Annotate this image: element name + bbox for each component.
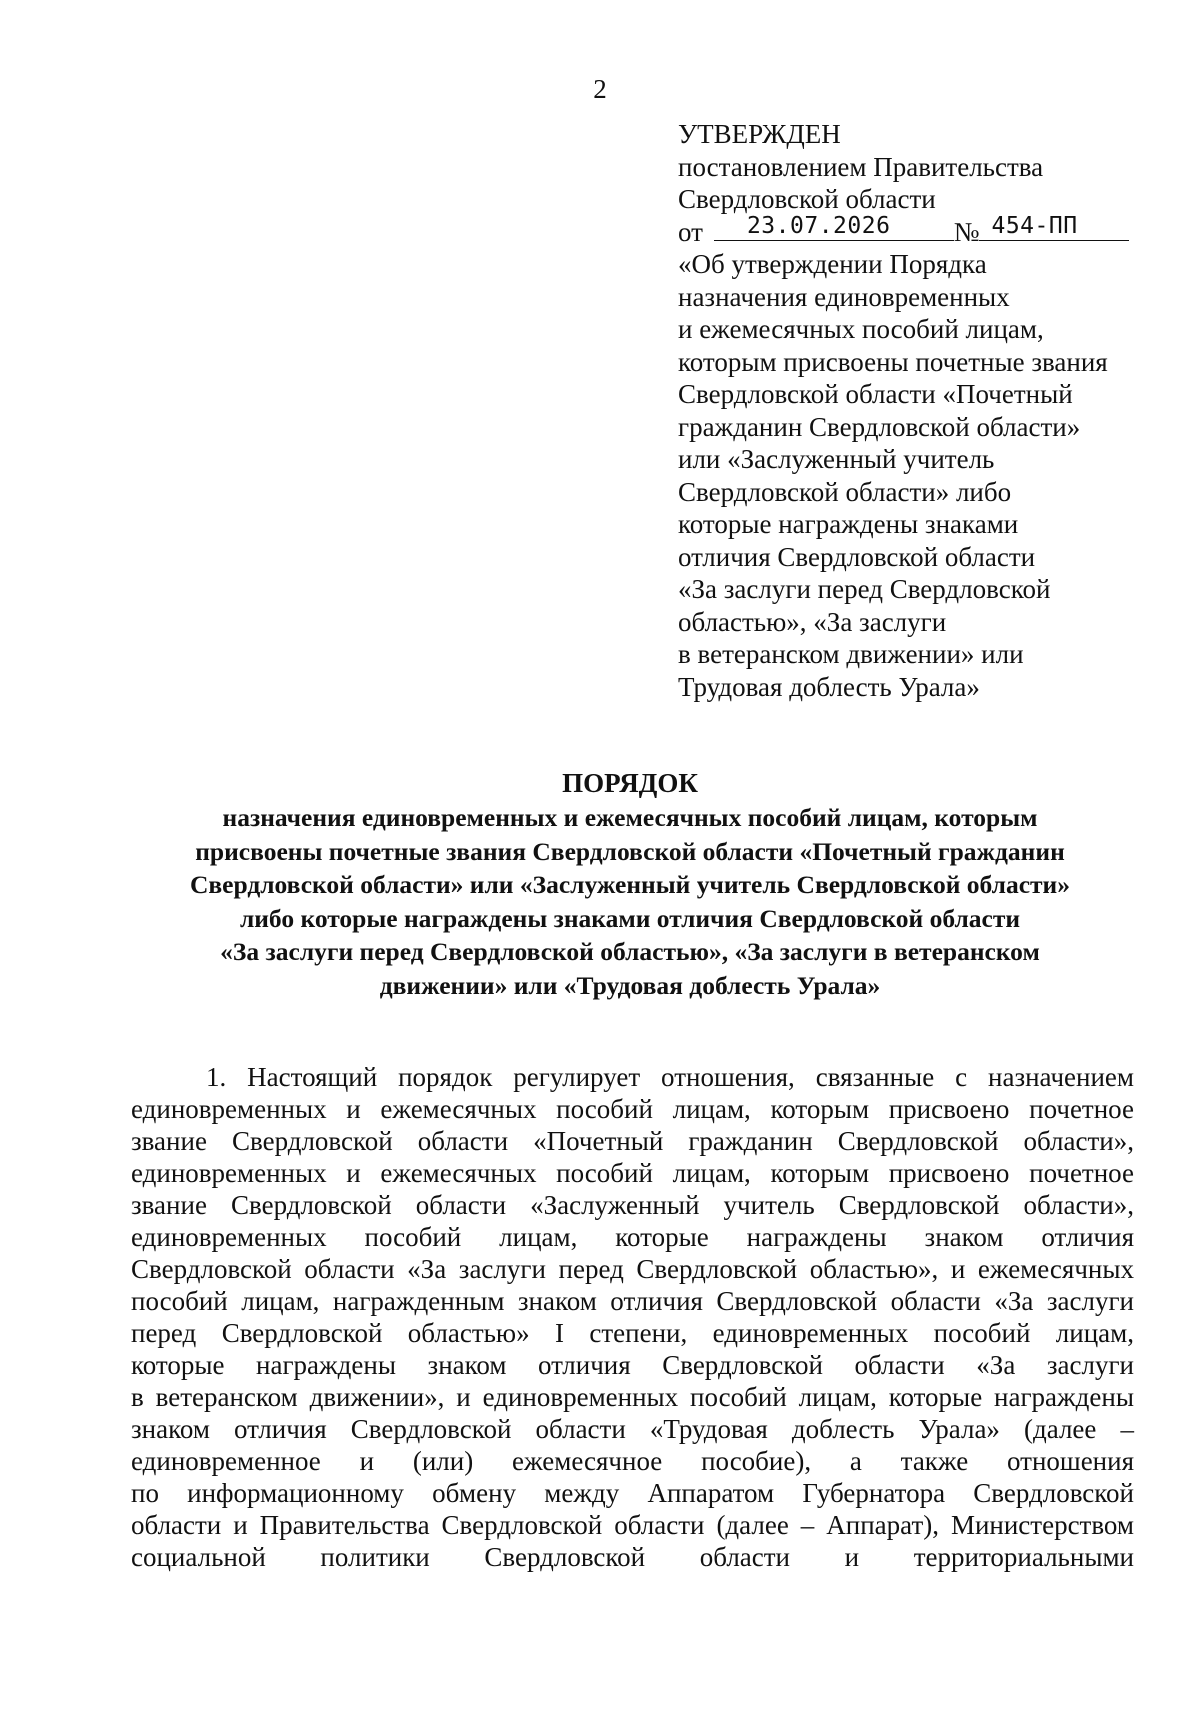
title-line-5: «За заслуги перед Свердловской областью», «За заслуги в ветеранском (220, 937, 1040, 966)
approval-subject-line-14: Трудовая доблесть Урала» (678, 671, 980, 702)
title-line-6: движении» или «Трудовая доблесть Урала» (379, 970, 881, 1000)
title-line-2: присвоены почетные звания Свердловской области «Почетный гражданин (195, 836, 1065, 866)
title-heading: ПОРЯДОК (562, 768, 698, 798)
date-value: 23.07.2026 (746, 212, 891, 239)
body-line-9: перед Свердловской областью» I степени, единовременных пособий лицам, (131, 1318, 1134, 1348)
body-line-10: которые награждены знаком отличия Свердловской области «За заслуги (131, 1350, 1134, 1380)
approval-subject-line-6: гражданин Свердловской области» (678, 411, 1081, 442)
body-line-1: 1. Настоящий порядок регулирует отношения, связанные с назначением (206, 1062, 1134, 1092)
body-line-14: по информационному обмену между Аппаратом Губернатора Свердловской (131, 1478, 1134, 1508)
approval-date-line (678, 212, 1178, 249)
approval-subject-line-13: в ветеранском движении» или (678, 639, 1024, 669)
document-title (130, 766, 1130, 1002)
approval-subject-line-9: которые награждены знаками (678, 509, 1019, 539)
approval-subject (678, 248, 1178, 703)
body-line-3: звание Свердловской области «Почетный гражданин Свердловской области», (131, 1126, 1134, 1156)
number-value: 454-ПП (991, 212, 1078, 239)
body-line-2: единовременных и ежемесячных пособий лицам, которым присвоено почетное (131, 1094, 1134, 1124)
approval-status: УТВЕРЖДЕН (678, 119, 841, 149)
approval-subject-line-4: которым присвоены почетные звания (678, 346, 1108, 377)
approval-subject-line-8: Свердловской области» либо (678, 476, 1012, 507)
page-number: 2 (593, 74, 607, 104)
body-line-6: единовременных пособий лицам, которые награждены знаком отличия (131, 1222, 1134, 1252)
approval-issuer-line-1: постановлением Правительства (678, 151, 1044, 182)
title-line-3: Свердловской области» или «Заслуженный учитель Свердловской области» (189, 870, 1070, 899)
body-line-11: в ветеранском движении», и единовременных пособий лицам, которые награждены (131, 1382, 1134, 1412)
number-prefix: № (953, 216, 980, 247)
title-line-1: назначения единовременных и ежемесячных пособий лицам, которым (222, 803, 1038, 832)
body-line-15: области и Правительства Свердловской области (далее – Аппарат), Министерством (131, 1510, 1134, 1540)
title-subtitle (130, 801, 1130, 1002)
title-line-4: либо которые награждены знаками отличия Свердловской области (239, 903, 1021, 933)
date-prefix: от (678, 216, 703, 247)
body-line-5: звание Свердловской области «Заслуженный учитель Свердловской области», (131, 1190, 1134, 1220)
date-field (714, 212, 954, 241)
approval-subject-line-1: «Об утверждении Порядка (678, 249, 987, 279)
approval-subject-line-3: и ежемесячных пособий лицам, (678, 314, 1044, 344)
approval-subject-line-12: областью», «За заслуги (678, 606, 947, 637)
body-line-8: пособий лицам, награжденным знаком отличия Свердловской области «За заслуги (131, 1286, 1134, 1316)
body-line-7: Свердловской области «За заслуги перед Свердловской областью», и ежемесячных (131, 1254, 1134, 1284)
body-line-4: единовременных и ежемесячных пособий лицам, которым присвоено почетное (131, 1158, 1134, 1188)
approval-subject-line-5: Свердловской области «Почетный (678, 379, 1073, 409)
body-line-16: социальной политики Свердловской области и территориальными (131, 1542, 1134, 1572)
approval-issuer-line-2: Свердловской области (678, 184, 936, 214)
body-line-12: знаком отличия Свердловской области «Трудовая доблесть Урала» (далее – (131, 1414, 1134, 1444)
approval-stamp (678, 118, 1178, 703)
approval-subject-line-11: «За заслуги перед Свердловской (678, 574, 1051, 604)
approval-subject-line-10: отличия Свердловской области (678, 541, 1036, 572)
number-field (979, 212, 1129, 241)
body-paragraph (131, 1061, 1134, 1573)
approval-subject-line-7: или «Заслуженный учитель (678, 444, 995, 474)
body-line-13: единовременное и (или) ежемесячное пособие), а также отношения (131, 1446, 1134, 1476)
approval-subject-line-2: назначения единовременных (678, 281, 1010, 312)
